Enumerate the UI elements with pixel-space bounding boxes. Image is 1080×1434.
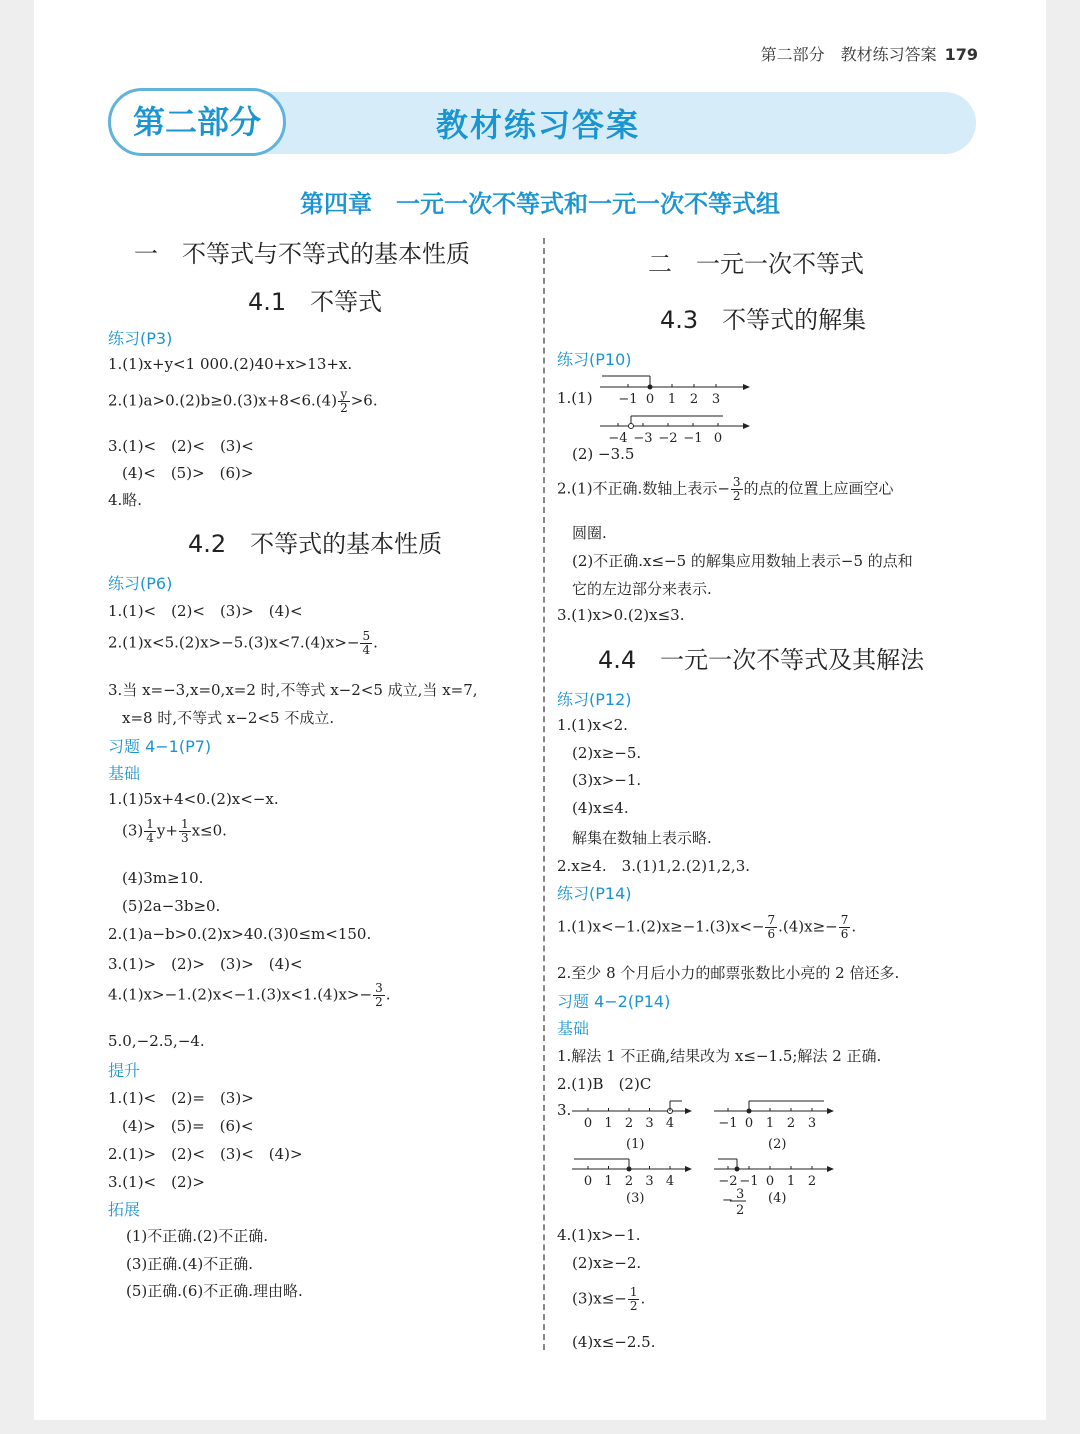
answer-line: 3.(1)> (2)> (3)> (4)< <box>108 955 303 973</box>
answer-line: 1.(1)< (2)= (3)> <box>108 1089 254 1107</box>
tick-label: 1 <box>604 1174 613 1189</box>
answer-line: 1.(1)x+y<1 000.(2)40+x>13+x. <box>108 355 353 373</box>
answer-line: 2.至少 8 个月后小力的邮票张数比小亮的 2 倍还多. <box>557 964 900 982</box>
tick-label: 2 <box>624 1116 634 1131</box>
exercise-label: 基础 <box>557 1019 590 1038</box>
answer-line: (2)x≥−2. <box>572 1254 642 1272</box>
answer-line: (5)正确.(6)不正确.理由略. <box>126 1282 303 1300</box>
answer-line: (2)x≥−5. <box>572 744 642 762</box>
section-heading: 4.3 不等式的解集 <box>660 306 867 334</box>
tick-label: −4 <box>608 431 628 446</box>
exercise-label: 基础 <box>108 764 141 783</box>
caption-c: (3) <box>626 1191 645 1206</box>
tick-label: 0 <box>583 1116 593 1131</box>
number-line-b <box>712 1096 842 1154</box>
answer-line: 1.(1)x<2. <box>557 716 628 734</box>
answer-line: 1.解法 1 不正确,结果改为 x≤−1.5;解法 2 正确. <box>557 1047 882 1065</box>
exercise-label: 习题 4−2(P14) <box>557 992 671 1011</box>
answer-line: (5)2a−3b≥0. <box>122 897 221 915</box>
page-number: 179 <box>944 45 978 64</box>
answer-line: 3.当 x=−3,x=0,x=2 时,不等式 x−2<5 成立,当 x=7, <box>108 681 478 699</box>
exercise-label: 练习(P10) <box>557 350 632 369</box>
answer-line: (2) −3.5 <box>572 445 635 463</box>
section-heading: 4.1 不等式 <box>248 288 383 316</box>
tick-label: 2 <box>624 1174 634 1189</box>
tick-label: 2 <box>786 1116 796 1131</box>
svg-text:−: − <box>722 1193 733 1208</box>
answer-line: 4.(1)x>−1. <box>557 1226 641 1244</box>
tick-label: 1 <box>604 1116 613 1131</box>
caption-b: (2) <box>768 1137 787 1152</box>
banner-title: 教材练习答案 <box>436 106 641 144</box>
part-label: 第二部分 <box>108 88 286 156</box>
tick-label: 4 <box>665 1116 675 1131</box>
answer-line: (4)> (5)= (6)< <box>122 1117 254 1135</box>
answer-line: (3)x>−1. <box>572 771 642 789</box>
frac-num: 3 <box>736 1187 745 1202</box>
frac-den: 2 <box>736 1203 745 1218</box>
running-title: 第二部分 教材练习答案 <box>760 45 937 64</box>
section-heading: 4.4 一元一次不等式及其解法 <box>598 646 925 674</box>
chapter-title: 第四章 一元一次不等式和一元一次不等式组 <box>300 190 780 218</box>
answer-line: (4)x≤4. <box>572 799 629 817</box>
tick-label: 3 <box>645 1174 654 1189</box>
tick-label: −1 <box>618 392 638 407</box>
answer-line: 1.(1) <box>557 389 593 407</box>
column-divider <box>543 238 545 1350</box>
exercise-label: 练习(P3) <box>108 329 173 348</box>
tick-label: 2 <box>807 1174 817 1189</box>
answer-line: 3.(1)x>0.(2)x≤3. <box>557 606 685 624</box>
answer-line: 1.(1)x<−1.(2)x≥−1.(3)x<− $\frac{7}{6}$ .(4)x≥− $\frac{7}{6}$ . <box>557 913 857 941</box>
open-point-value: −3.5 <box>598 445 635 463</box>
tick-label: 0 <box>765 1174 775 1189</box>
number-line-d <box>712 1154 842 1222</box>
tick-label: 4 <box>665 1174 675 1189</box>
caption-a: (1) <box>626 1137 645 1152</box>
tick-label: −1 <box>683 431 703 446</box>
exercise-label: 练习(P14) <box>557 884 632 903</box>
tick-label: −1 <box>739 1174 759 1189</box>
caption-d: (4) <box>768 1191 787 1206</box>
exercise-label: 练习(P12) <box>557 690 632 709</box>
exercise-label: 拓展 <box>108 1200 141 1219</box>
tick-label: 3 <box>645 1116 654 1131</box>
answer-line: (1)不正确.(2)不正确. <box>126 1227 269 1245</box>
answer-line: (4)< (5)> (6)> <box>122 464 254 482</box>
exercise-label: 练习(P6) <box>108 574 173 593</box>
answer-line: 它的左边部分来表示. <box>572 580 712 598</box>
answer-line: 3. <box>557 1101 572 1119</box>
answer-line: (3) $\frac{1}{4}$ y+ $\frac{1}{3}$ x≤0. <box>122 817 227 845</box>
answer-line: 2.(1)x<5.(2)x>−5.(3)x<7.(4)x>− $\frac{5}{4}$ . <box>108 629 378 657</box>
tick-label: 0 <box>645 392 655 407</box>
answer-line: 2.(1)B (2)C <box>557 1075 652 1093</box>
answer-line: 解集在数轴上表示略. <box>572 829 712 847</box>
answer-line: (4)3m≥10. <box>122 869 204 887</box>
answer-line: 4.略. <box>108 491 143 509</box>
answer-line: 2.(1)a−b>0.(2)x>40.(3)0≤m<150. <box>108 925 372 943</box>
answer-line: 圆圈. <box>572 524 607 542</box>
tick-label: 0 <box>583 1174 593 1189</box>
exercise-label: 习题 4−1(P7) <box>108 737 212 756</box>
section-heading: 4.2 不等式的基本性质 <box>188 530 443 558</box>
tick-label: 3 <box>711 392 721 407</box>
answer-line: (2)不正确.x≤−5 的解集应用数轴上表示−5 的点和 <box>572 552 913 570</box>
tick-label: −3 <box>633 431 653 446</box>
answer-line: 1.(1)< (2)< (3)> (4)< <box>108 602 303 620</box>
answer-line: x=8 时,不等式 x−2<5 不成立. <box>122 709 335 727</box>
tick-label: −2 <box>718 1174 738 1189</box>
exercise-label: 提升 <box>108 1061 141 1080</box>
tick-label: 1 <box>765 1116 775 1131</box>
tick-label: 2 <box>689 392 699 407</box>
answer-line: (3)x≤− $\frac{1}{2}$ . <box>572 1285 646 1313</box>
answer-line: 2.(1)a>0.(2)b≥0.(3)x+8<6.(4) $\frac{y}{2}$ >6. <box>108 387 378 415</box>
tick-label: −2 <box>658 431 678 446</box>
running-header <box>761 42 978 65</box>
answer-line: 4.(1)x>−1.(2)x<−1.(3)x<1.(4)x>− $\frac{3}{2}$ . <box>108 981 391 1009</box>
answer-line: 3.(1)< (2)< (3)< <box>108 437 254 455</box>
answer-line: (4)x≤−2.5. <box>572 1333 656 1351</box>
answer-line: 1.(1)5x+4<0.(2)x<−x. <box>108 790 279 808</box>
number-line-1 <box>598 370 758 410</box>
answer-line: 2.(1)不正确.数轴上表示− $\frac{3}{2}$ 的点的位置上应画空心 <box>557 475 894 503</box>
answer-line: 5.0,−2.5,−4. <box>108 1032 205 1050</box>
section-heading: 二 一元一次不等式 <box>648 250 864 278</box>
tick-label: 1 <box>786 1174 796 1189</box>
tick-label: 0 <box>744 1116 754 1131</box>
tick-label: 0 <box>713 431 723 446</box>
tick-label: 3 <box>807 1116 817 1131</box>
section-heading: 一 不等式与不等式的基本性质 <box>134 240 470 268</box>
answer-line: 2.x≥4. 3.(1)1,2.(2)1,2,3. <box>557 857 751 875</box>
answer-line: 3.(1)< (2)> <box>108 1173 205 1191</box>
number-line-a <box>570 1096 700 1154</box>
tick-label: 1 <box>667 392 677 407</box>
answer-line: (3)正确.(4)不正确. <box>126 1255 254 1273</box>
number-line-c <box>570 1154 700 1212</box>
answer-line: 2.(1)> (2)< (3)< (4)> <box>108 1145 303 1163</box>
tick-label: −1 <box>718 1116 738 1131</box>
